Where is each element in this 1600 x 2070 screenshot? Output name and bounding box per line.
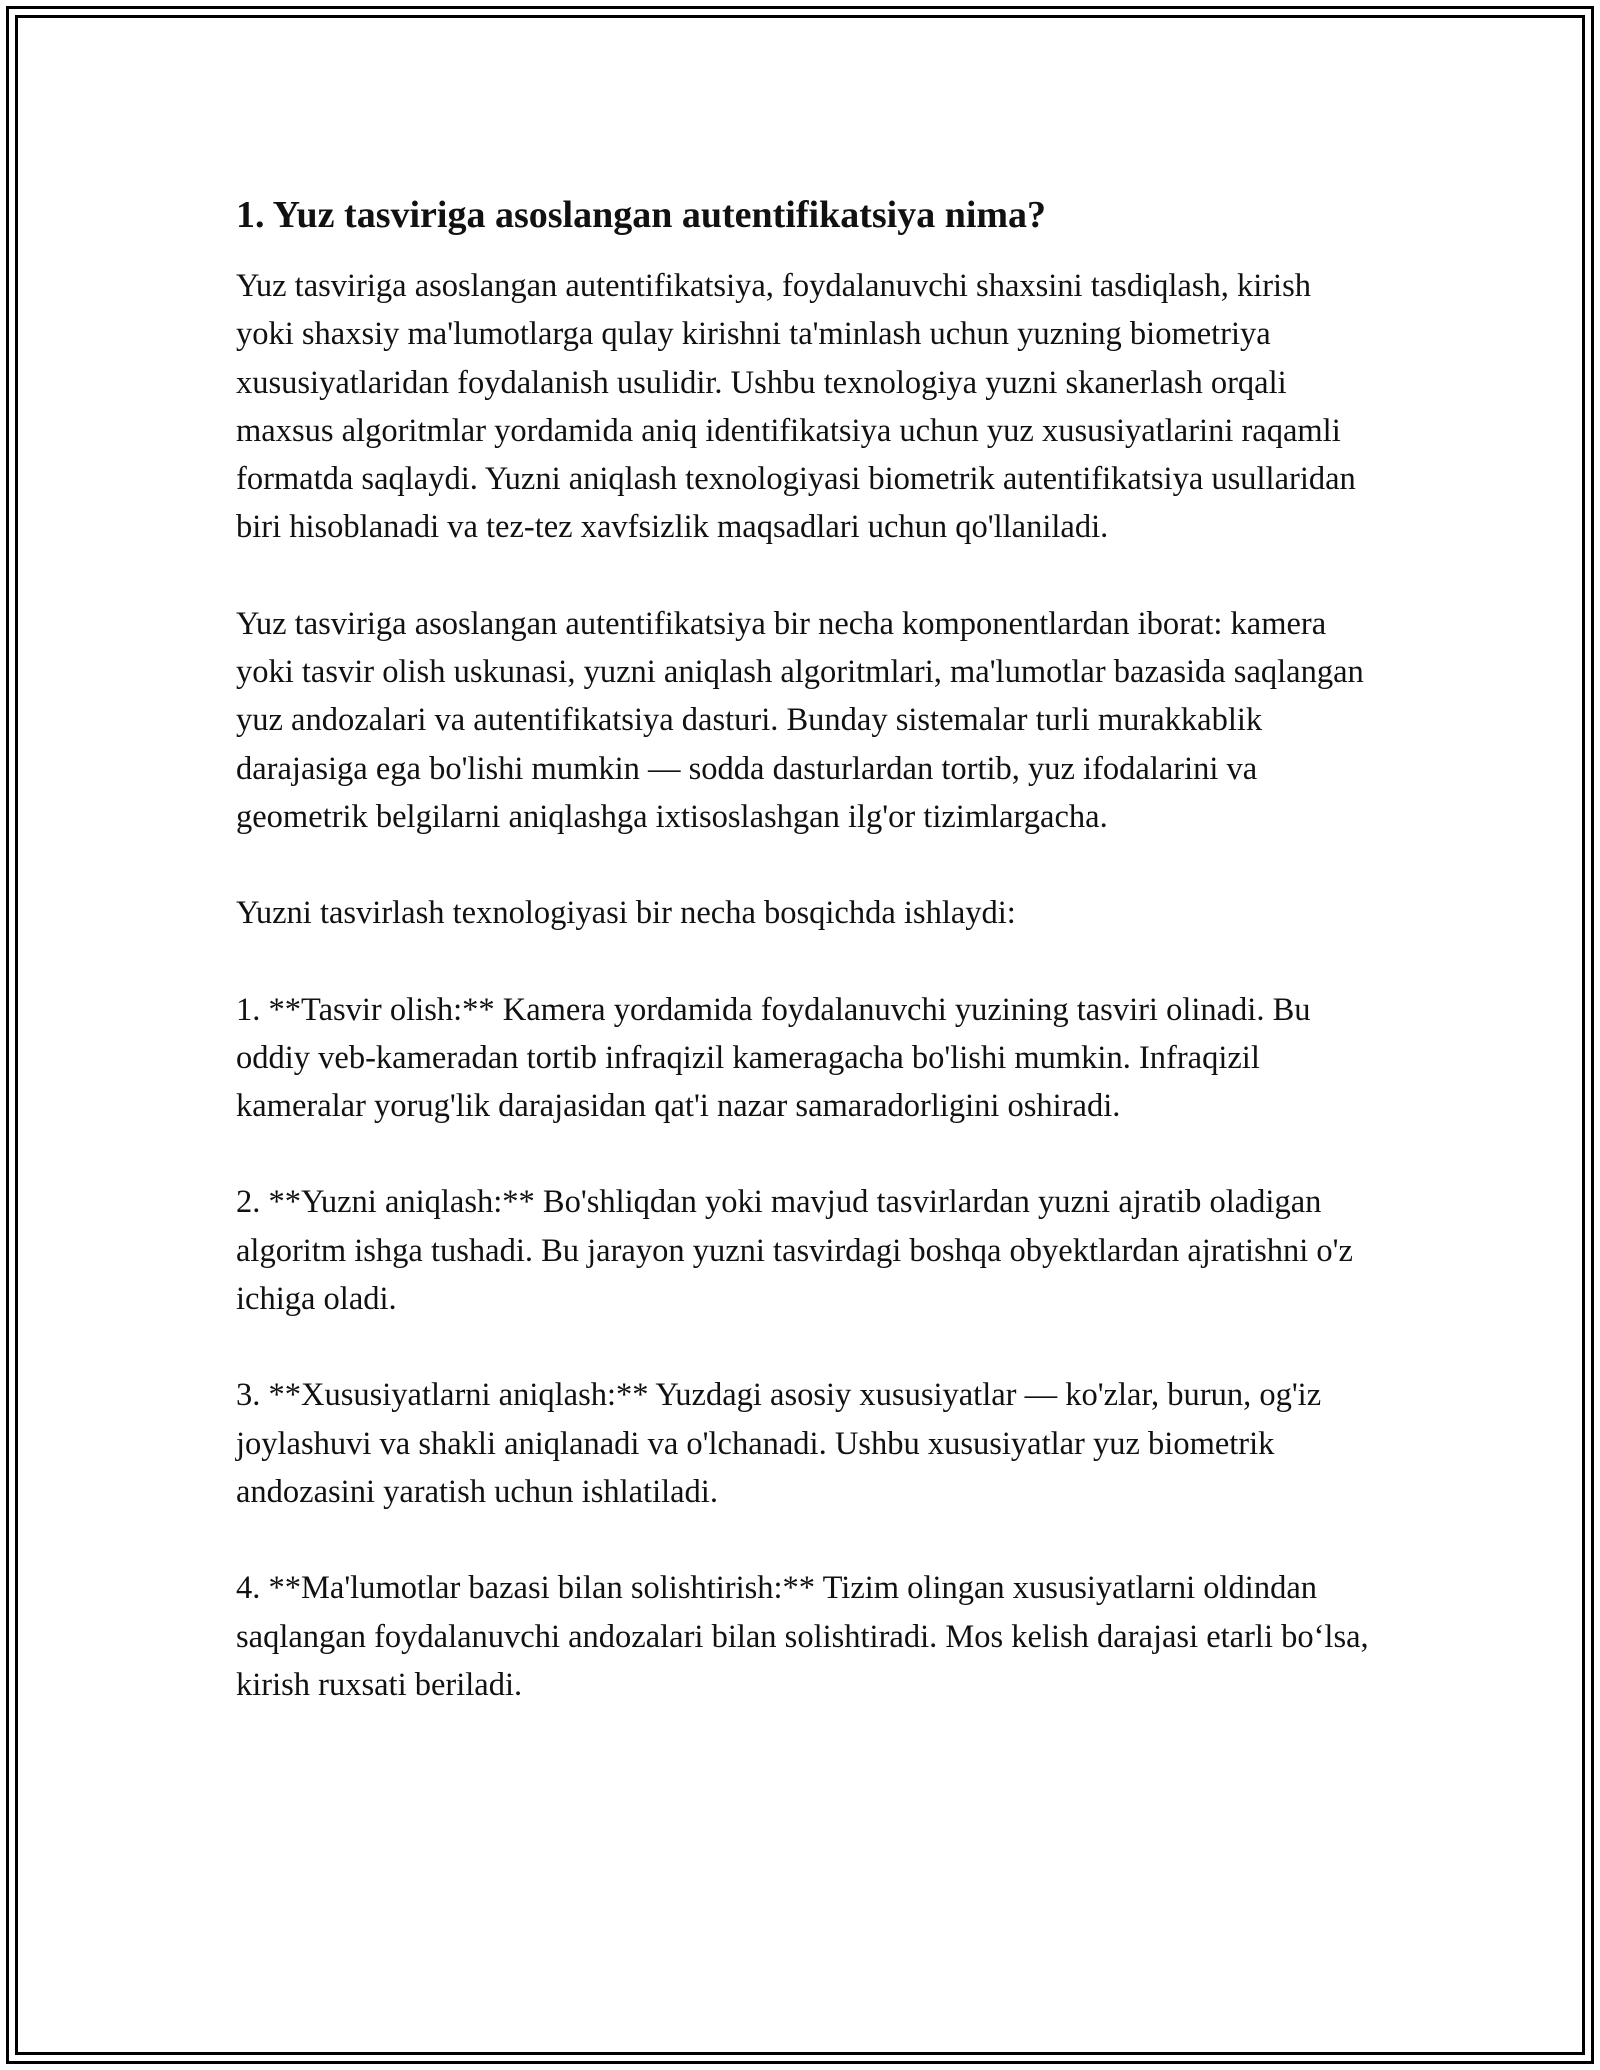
paragraph-stages-intro: Yuzni tasvirlash texnologiyasi bir necha bosqichda ishlaydi: <box>236 895 1016 932</box>
section-heading: 1. Yuz tasviriga asoslangan autentifikatsiya nima? <box>236 194 1047 236</box>
list-item-face-detection: 2. **Yuzni aniqlash:** Bo'shliqdan yoki mavjud tasvirlardan yuzni ajratib oladigan algoritm ishga tushadi. Bu jarayon yuzni tasvirdagi boshqa obyektlardan ajratishni o'z ichiga oladi. <box>236 1184 1353 1318</box>
list-item-feature-extraction: 3. **Xususiyatlarni aniqlash:** Yuzdagi asosiy xususiyatlar — ko'zlar, burun, og'iz joylashuvi va shakli aniqlanadi va o'lchanadi. Ushbu xususiyatlar yuz biometrik andozasini yaratish uchun ishlatiladi. <box>236 1377 1322 1510</box>
list-item-image-capture: 1. **Tasvir olish:** Kamera yordamida foydalanuvchi yuzining tasviri olinadi. Bu oddiy veb-kameradan tortib infraqizil kameragacha bo'lishi mumkin. Infraqizil kameralar yorug'lik darajasidan qat'i nazar samaradorligini oshiradi. <box>236 991 1311 1125</box>
paragraph-components: Yuz tasviriga asoslangan autentifikatsiya bir necha komponentlardan iborat: kamera yoki tasvir olish uskunasi, yuzni aniqlash algoritmlari, ma'lumotlar bazasida saqlangan yuz andozalari va autentifikatsiya dasturi. Bunday sistemalar turli murakkablik darajasiga ega bo'lishi mumkin — sodda dasturlardan tortib, yuz ifodalarini va geometrik belgilarni aniqlashga ixtisoslashgan ilg'or tizimlargacha. <box>236 605 1364 835</box>
list-item-database-matching: 4. **Ma'lumotlar bazasi bilan solishtirish:** Tizim olingan xususiyatlarni oldindan saqlangan foydalanuvchi andozalari bilan solishtiradi. Mos kelish darajasi etarli bo‘lsa, kirish ruxsati beriladi. <box>236 1570 1369 1703</box>
paragraph-definition: Yuz tasviriga asoslangan autentifikatsiya, foydalanuvchi shaxsini tasdiqlash, kirish yoki shaxsiy ma'lumotlarga qulay kirishni ta'minlash uchun yuzning biometriya xususiyatlaridan foydalanish usulidir. Ushbu texnologiya yuzni skanerlash orqali maxsus algoritmlar yordamida aniq identifikatsiya uchun yuz xususiyatlarini raqamli formatda saqlaydi. Yuzni aniqlash texnologiyasi biometrik autentifikatsiya usullaridan biri hisoblanadi va tez-tez xavfsizlik maqsadlari uchun qo'llaniladi. <box>236 268 1356 546</box>
document-body <box>236 180 1376 1709</box>
